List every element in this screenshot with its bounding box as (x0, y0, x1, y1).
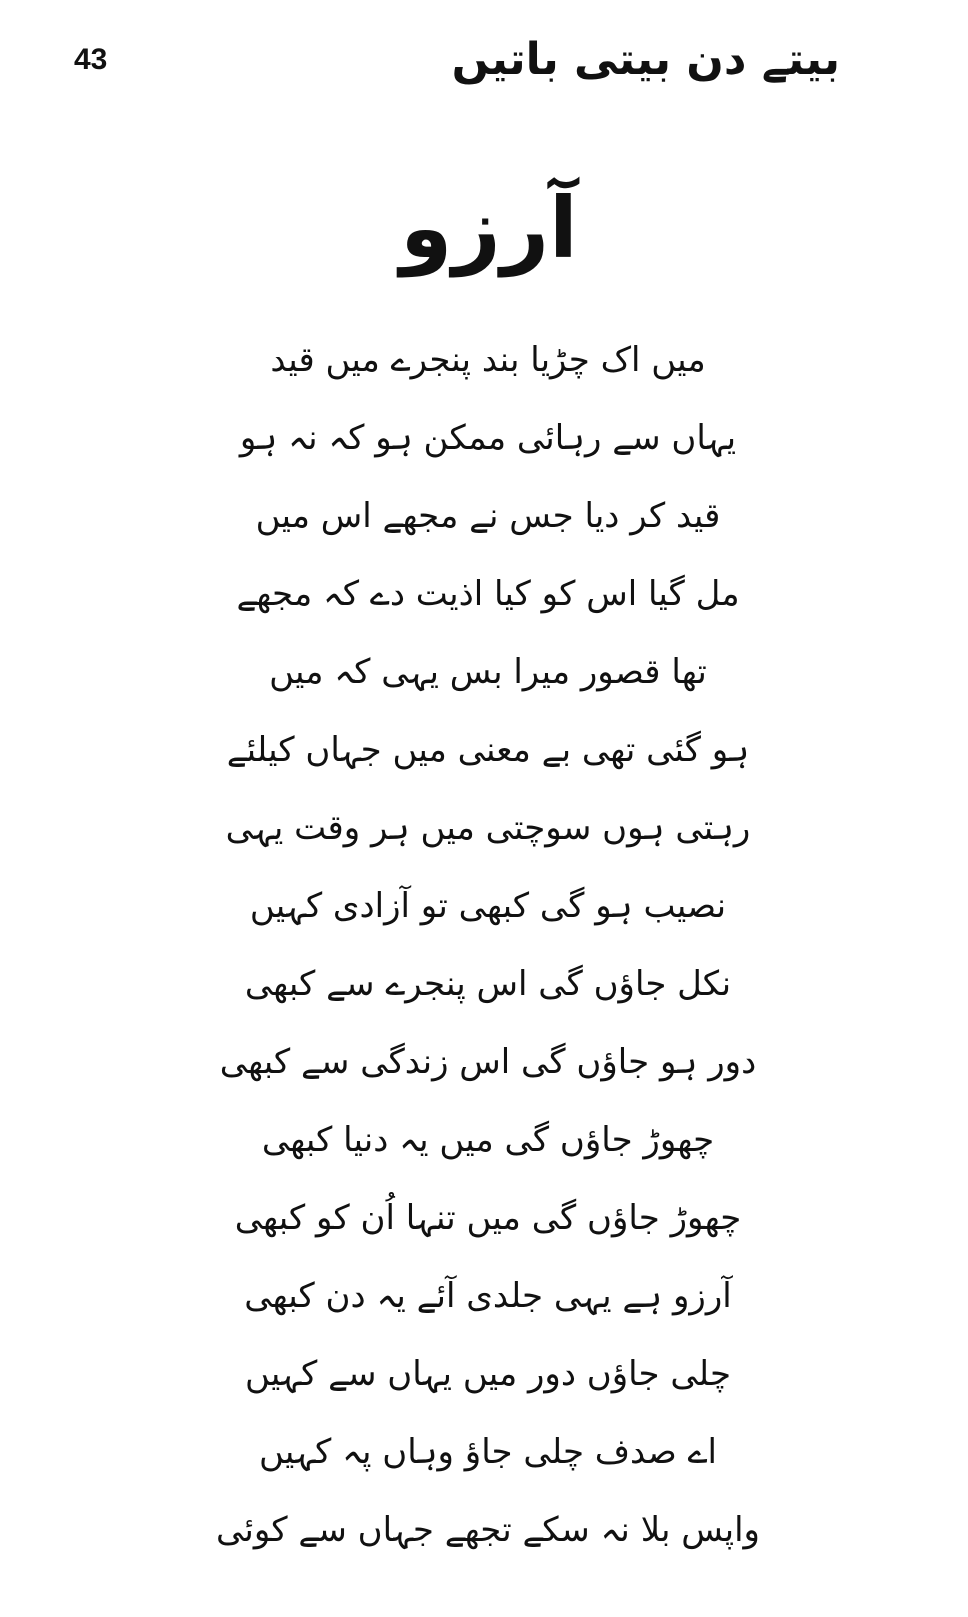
poem-line: رہتی ہوں سوچتی میں ہر وقت یہی (225, 808, 751, 848)
poem-line: تھا قصور میرا بس یہی کہ میں (269, 652, 707, 692)
poem-line: آرزو ہے یہی جلدی آئے یہ دن کبھی (244, 1276, 732, 1316)
poem-line: نصیب ہو گی کبھی تو آزادی کہیں (249, 886, 727, 926)
poem-line: اے صدف چلی جاؤ وہاں پہ کہیں (259, 1432, 717, 1472)
book-title-header: بیتے دن بیتی باتیں (451, 34, 840, 85)
page-number: 43 (74, 43, 108, 76)
poem-line: میں اک چڑیا بند پنجرے میں قید (270, 340, 706, 380)
poem-line: ہو گئی تھی بے معنی میں جہاں کیلئے (226, 730, 750, 770)
poem-line: چھوڑ جاؤں گی میں تنہا اُن کو کبھی (234, 1198, 742, 1238)
poem-line: نکل جاؤں گی اس پنجرے سے کبھی (244, 964, 732, 1004)
poem-line: مل گیا اس کو کیا اذیت دے کہ مجھے (236, 574, 740, 614)
poem-title: آرزو (400, 179, 578, 277)
poem-line: دور ہو جاؤں گی اس زندگی سے کبھی (219, 1042, 757, 1082)
poem-line: واپس بلا نہ سکے تجھے جہاں سے کوئی (216, 1510, 760, 1550)
poem-line: یہاں سے رہائی ممکن ہو کہ نہ ہو (239, 418, 737, 458)
poem-line: چلی جاؤں دور میں یہاں سے کہیں (245, 1354, 731, 1394)
poem-line: چھوڑ جاؤں گی میں یہ دنیا کبھی (261, 1120, 715, 1160)
poem-body (0, 330, 968, 1578)
poem-line: قید کر دیا جس نے مجھے اس میں (255, 496, 721, 536)
